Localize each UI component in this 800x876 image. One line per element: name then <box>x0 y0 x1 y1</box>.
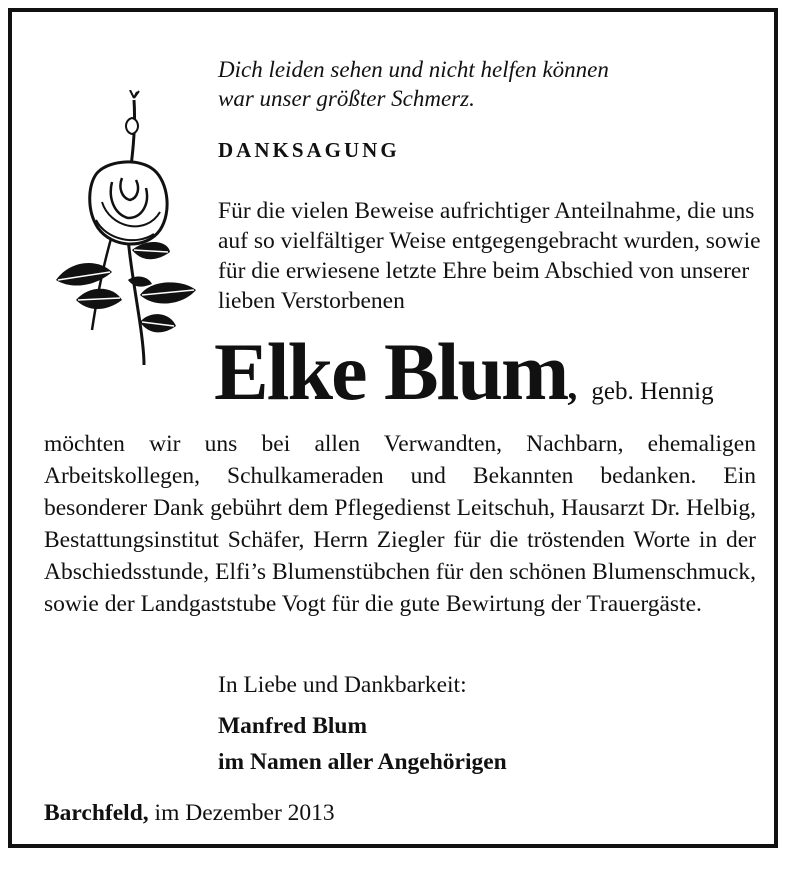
motto-line: Dich leiden sehen und nicht helfen können <box>218 57 609 82</box>
name-comma: , <box>567 363 578 408</box>
notice-heading: DANKSAGUNG <box>218 138 400 162</box>
intro-paragraph: Für die vielen Beweise aufrichtiger Anteilnahme, die uns auf so vielfältiger Weise entgegengebracht wurden, sowie für die erwiesene letzte Ehre beim Abschied von unserer lieben Verstorbenen <box>218 198 761 314</box>
rose-icon <box>36 90 206 370</box>
date: im Dezember 2013 <box>154 800 335 826</box>
signature-family: im Namen aller Angehörigen <box>218 749 507 775</box>
closing-line: In Liebe und Dankbarkeit: <box>218 672 467 698</box>
deceased-name-line <box>214 325 714 419</box>
place: Barchfeld, <box>44 800 149 826</box>
place-date-line <box>44 798 335 828</box>
deceased-maiden-name: geb. Hennig <box>591 378 714 405</box>
motto-text <box>218 55 609 113</box>
thanks-paragraph: möchten wir uns bei allen Verwandten, Nachbarn, ehemaligen Arbeitskollegen, Schulkameraden und Bekannten bedanken. Ein besonderer Dank gebührt dem Pflegedienst Leitschuh, Hausarzt Dr. Helbig, Bestattungsinstitut Schäfer, Herrn Ziegler für die tröstenden Worte in der Abschiedsstunde, Elfi’s Blumenstübchen für den schönen Blumenschmuck, sowie der Landgaststube Vogt für die gute Bewirtung der Trauergäste. <box>44 431 756 617</box>
signature-name: Manfred Blum <box>218 713 368 739</box>
signature-block <box>218 708 507 780</box>
deceased-name: Elke Blum <box>214 326 568 417</box>
motto-line: war unser größter Schmerz. <box>218 86 475 111</box>
